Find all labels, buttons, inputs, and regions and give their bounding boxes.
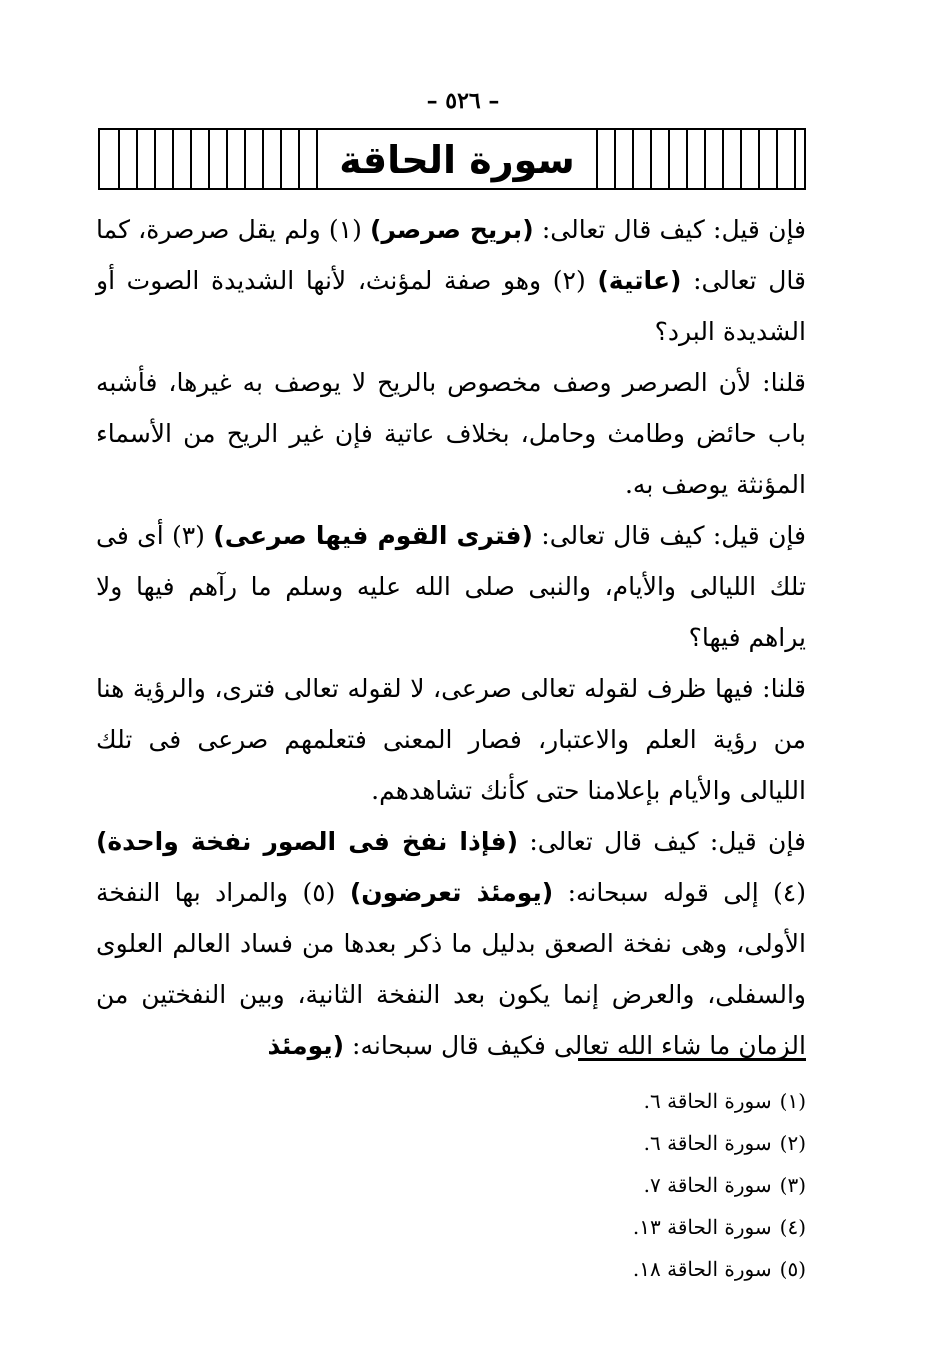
decorative-bars-left [118,130,318,188]
footnote-item [520,1122,806,1164]
paragraph-answer-2 [96,663,806,816]
paragraph-text: (٢) وهو صفة لمؤنث، لأنها الشديدة الصوت أو الشديدة البرد؟ [96,266,806,346]
footnote-text: سورة الحاقة ٦. [643,1089,772,1113]
footnotes [520,1080,806,1290]
surah-title: سورة الحاقة [322,134,592,186]
paragraph-text: (١) ولم يقل صرصرة، كما قال تعالى: [96,215,806,295]
footnote-item [520,1080,806,1122]
footnote-separator [578,1058,806,1061]
footnote-text: سورة الحاقة ١٣. [632,1215,772,1239]
footnote-marker: (٢) [779,1131,806,1155]
paragraph-text: قلنا: لأن الصرصر وصف مخصوص بالريح لا يوصف به غيرها، فأشبه باب حائض وطامث وحامل، بخلاف عاتية فإن غير الريح من الأسماء المؤنثة يوصف به. [96,368,806,499]
paragraph-text: قلنا: فيها ظرف لقوله تعالى صرعى، لا لقوله تعالى فترى، والرؤية هنا من رؤية العلم والاعتبار، فصار المعنى فتعلمهم صرعى فى تلك الليالى والأيام بإعلامنا حتى كأنك تشاهدهم. [96,674,806,805]
footnote-item [520,1164,806,1206]
body-text [96,204,806,1071]
quran-quote: (يومئذ تعرضون) [349,878,554,907]
paragraph-answer-1 [96,357,806,510]
footnote-marker: (١) [779,1089,806,1113]
page-number: – ٥٢٦ – [426,88,500,114]
paragraph-text: (٤) إلى قوله سبحانه: [567,878,806,907]
paragraph-question-2 [96,510,806,663]
footnote-marker: (٤) [779,1215,806,1239]
quran-quote: (بريح صرصر) [370,215,534,244]
footnote-text: سورة الحاقة ٧. [643,1173,772,1197]
paragraph-text: فإن قيل: كيف قال تعالى: [529,827,806,856]
footnote-item [520,1206,806,1248]
decorative-bars-right [596,130,798,188]
surah-title-frame [98,128,806,190]
footnote-marker: (٣) [779,1173,806,1197]
quran-quote: (فإذا نفخ فى الصور نفخة واحدة) [96,827,519,856]
quran-quote: (يومئذ [267,1031,345,1060]
footnote-text: سورة الحاقة ١٨. [632,1257,772,1281]
paragraph-question-1 [96,204,806,357]
footnote-item [520,1248,806,1290]
footnote-text: سورة الحاقة ٦. [643,1131,772,1155]
footnote-marker: (٥) [779,1257,806,1281]
paragraph-text: فإن قيل: كيف قال تعالى: [541,215,807,244]
quran-quote: (فترى القوم فيها صرعى) [213,521,533,550]
quran-quote: (عاتية) [597,266,682,295]
paragraph-text: (٥) والمراد بها النفخة الأولى، وهى نفخة الصعق بدليل ما ذكر بعدها من فساد العالم العلوى والسفلى، والعرض إنما يكون بعد النفخة الثانية، وبين النفختين من الزمان ما شاء الله تعالى فكيف قال سبحانه: [96,878,806,1060]
paragraph-text: (٣) أى فى تلك الليالى والأيام، والنبى صلى الله عليه وسلم ما رآهم فيها ولا يراهم فيها؟ [96,521,806,652]
paragraph-question-3 [96,816,806,1071]
paragraph-text: فإن قيل: كيف قال تعالى: [541,521,806,550]
